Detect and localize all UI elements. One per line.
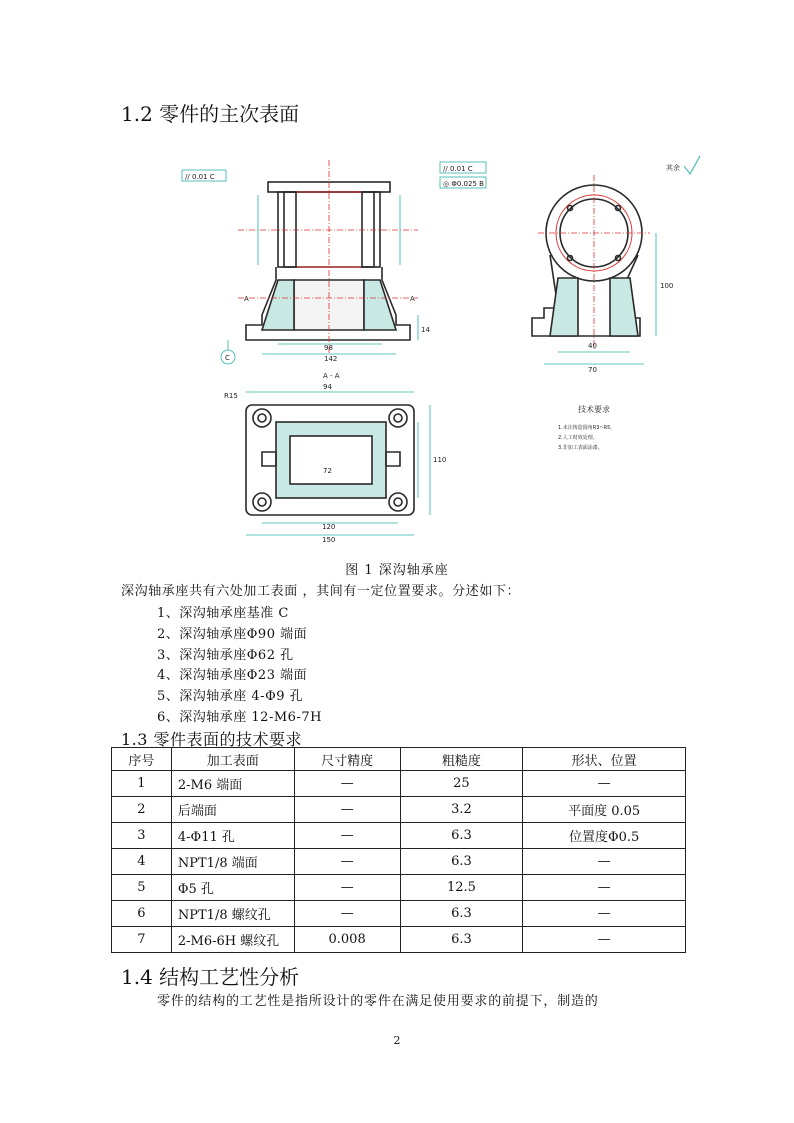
header-position: 形状、位置 — [523, 748, 686, 771]
dim-100: 100 — [660, 282, 674, 290]
cell-roughness: 25 — [400, 771, 523, 797]
dim-72: 72 — [323, 467, 332, 475]
table-row — [112, 875, 686, 901]
cell-position: — — [523, 927, 686, 953]
cell-precision: — — [294, 797, 400, 823]
table-row — [112, 823, 686, 849]
side-view — [532, 175, 650, 350]
dim-110: 110 — [433, 456, 447, 464]
tech-item-1: 1.未注铸造圆角R3~R5。 — [558, 425, 616, 431]
cell-index: 1 — [112, 771, 172, 797]
dim-142: 142 — [324, 355, 338, 363]
cell-index: 4 — [112, 849, 172, 875]
dim-120: 120 — [322, 523, 336, 531]
section-mark-a-right: A — [410, 295, 415, 303]
intro-text: 深沟轴承座共有六处加工表面 ，其间有一定位置要求。分述如下： — [121, 584, 521, 599]
surface-item-3: 3、深沟轴承座Φ62 孔 — [157, 648, 294, 663]
table-header-row — [112, 748, 686, 771]
surface-item-1: 1、深沟轴承座基准 C — [157, 606, 289, 621]
dim-14: 14 — [421, 326, 430, 334]
tech-item-3: 3.非加工表面涂漆。 — [558, 445, 603, 451]
cell-surface: 后端面 — [171, 797, 294, 823]
datum-c: C — [225, 354, 230, 362]
cell-surface: NPT1/8 端面 — [171, 849, 294, 875]
cell-precision: — — [294, 875, 400, 901]
header-surface: 加工表面 — [171, 748, 294, 771]
section-heading-1-2: 1.2 零件的主次表面 — [121, 102, 300, 126]
dim-94: 94 — [323, 383, 332, 391]
cell-position: — — [523, 901, 686, 927]
front-view — [238, 160, 418, 355]
surface-item-2: 2、深沟轴承座Φ90 端面 — [157, 627, 308, 642]
cell-precision: 0.008 — [294, 927, 400, 953]
cell-position: 位置度Φ0.5 — [523, 823, 686, 849]
table-row — [112, 849, 686, 875]
cell-precision: — — [294, 823, 400, 849]
tolerance-frame-3: ◎ Φ0.025 B — [443, 180, 484, 188]
cell-surface: 4-Φ11 孔 — [171, 823, 294, 849]
surface-item-4: 4、深沟轴承座Φ23 端面 — [157, 668, 308, 683]
table-row — [112, 901, 686, 927]
dim-40: 40 — [588, 342, 597, 350]
tech-requirements-table — [111, 747, 686, 953]
section-heading-1-4: 1.4 结构工艺性分析 — [121, 965, 300, 989]
section-label-aa: A - A — [323, 372, 340, 380]
cell-surface: 2-M6 端面 — [171, 771, 294, 797]
cell-position: — — [523, 771, 686, 797]
dim-70: 70 — [588, 366, 597, 374]
cell-position: — — [523, 849, 686, 875]
cell-roughness: 6.3 — [400, 823, 523, 849]
cell-position: — — [523, 875, 686, 901]
table-row — [112, 797, 686, 823]
cell-roughness: 3.2 — [400, 797, 523, 823]
section-heading-1-3: 1.3 零件表面的技术要求 — [121, 730, 303, 749]
cell-roughness: 6.3 — [400, 901, 523, 927]
cell-precision: — — [294, 771, 400, 797]
section-view — [246, 405, 414, 515]
dim-150: 150 — [322, 536, 336, 544]
dim-98: 98 — [324, 344, 333, 352]
tech-item-2: 2.人工时效处理。 — [558, 435, 598, 441]
header-roughness: 粗糙度 — [400, 748, 523, 771]
surface-item-6: 6、深沟轴承座 12-M6-7H — [157, 710, 322, 725]
cell-surface: 2-M6-6H 螺纹孔 — [171, 927, 294, 953]
cell-precision: — — [294, 901, 400, 927]
engineering-drawing — [178, 140, 718, 550]
cell-index: 5 — [112, 875, 172, 901]
cell-index: 6 — [112, 901, 172, 927]
tolerance-frame-2: // 0.01 C — [443, 165, 473, 173]
roughness-other: 其余 — [666, 164, 680, 172]
surface-item-5: 5、深沟轴承座 4-Φ9 孔 — [157, 689, 304, 704]
table-row — [112, 927, 686, 953]
header-precision: 尺寸精度 — [294, 748, 400, 771]
section-mark-a-left: A — [244, 295, 249, 303]
cell-surface: Φ5 孔 — [171, 875, 294, 901]
cell-surface: NPT1/8 螺纹孔 — [171, 901, 294, 927]
header-index: 序号 — [112, 748, 172, 771]
cell-index: 2 — [112, 797, 172, 823]
cell-roughness: 12.5 — [400, 875, 523, 901]
cell-roughness: 6.3 — [400, 927, 523, 953]
cell-position: 平面度 0.05 — [523, 797, 686, 823]
cell-roughness: 6.3 — [400, 849, 523, 875]
tolerance-frame-1: // 0.01 C — [185, 173, 215, 181]
cell-index: 3 — [112, 823, 172, 849]
cell-index: 7 — [112, 927, 172, 953]
page-number: 2 — [393, 1034, 401, 1047]
cell-precision: — — [294, 849, 400, 875]
tech-title: 技术要求 — [578, 405, 610, 414]
figure-caption: 图 1 深沟轴承座 — [345, 563, 449, 578]
radius-r15: R15 — [224, 392, 238, 400]
body-paragraph: 零件的结构的工艺性是指所设计的零件在满足使用要求的前提下，制造的 — [157, 994, 599, 1009]
table-row — [112, 771, 686, 797]
